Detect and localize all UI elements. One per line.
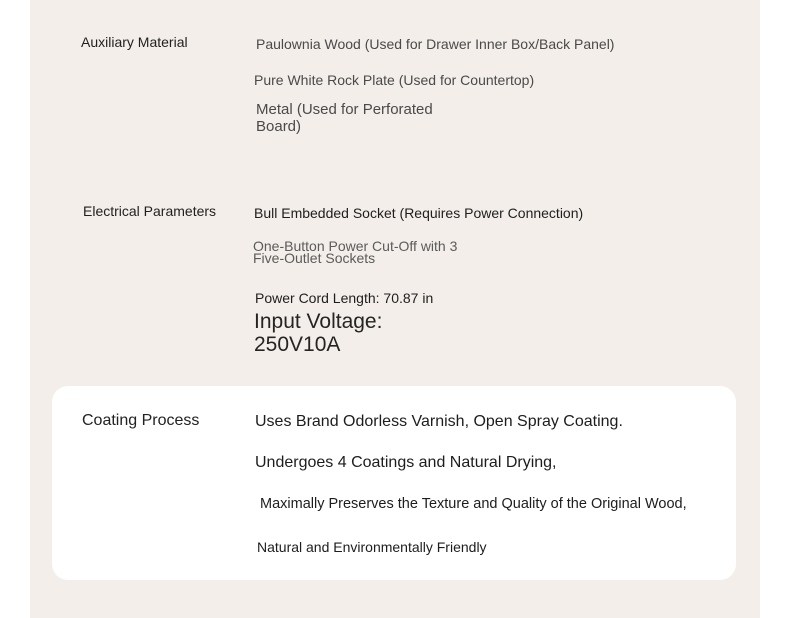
auxiliary-material-label: Auxiliary Material [81, 34, 188, 50]
coating-line-eco-friendly: Natural and Environmentally Friendly [257, 539, 487, 555]
electrical-parameters-label: Electrical Parameters [83, 203, 217, 219]
auxiliary-item-rock-plate: Pure White Rock Plate (Used for Countertop) [254, 72, 535, 88]
coating-line-drying: Undergoes 4 Coatings and Natural Drying, [255, 454, 557, 471]
coating-line-varnish: Uses Brand Odorless Varnish, Open Spray Coating. [255, 413, 623, 430]
coating-line-texture: Maximally Preserves the Texture and Quality of the Original Wood, [260, 496, 687, 512]
electrical-item-power-cut-off: One-Button Power Cut-Off with 3 Five-Outlet Sockets [253, 238, 458, 266]
auxiliary-item-paulownia-wood: Paulownia Wood (Used for Drawer Inner Box/Back Panel) [256, 36, 615, 52]
electrical-item-input-voltage: Input Voltage: 250V10A [254, 310, 383, 356]
auxiliary-item-metal: Metal (Used for Perforated Board) [256, 101, 433, 135]
electrical-item-power-cord-length: Power Cord Length: 70.87 in [255, 290, 434, 306]
electrical-item-embedded-socket: Bull Embedded Socket (Requires Power Connection) [254, 205, 584, 221]
coating-process-label: Coating Process [82, 412, 200, 429]
